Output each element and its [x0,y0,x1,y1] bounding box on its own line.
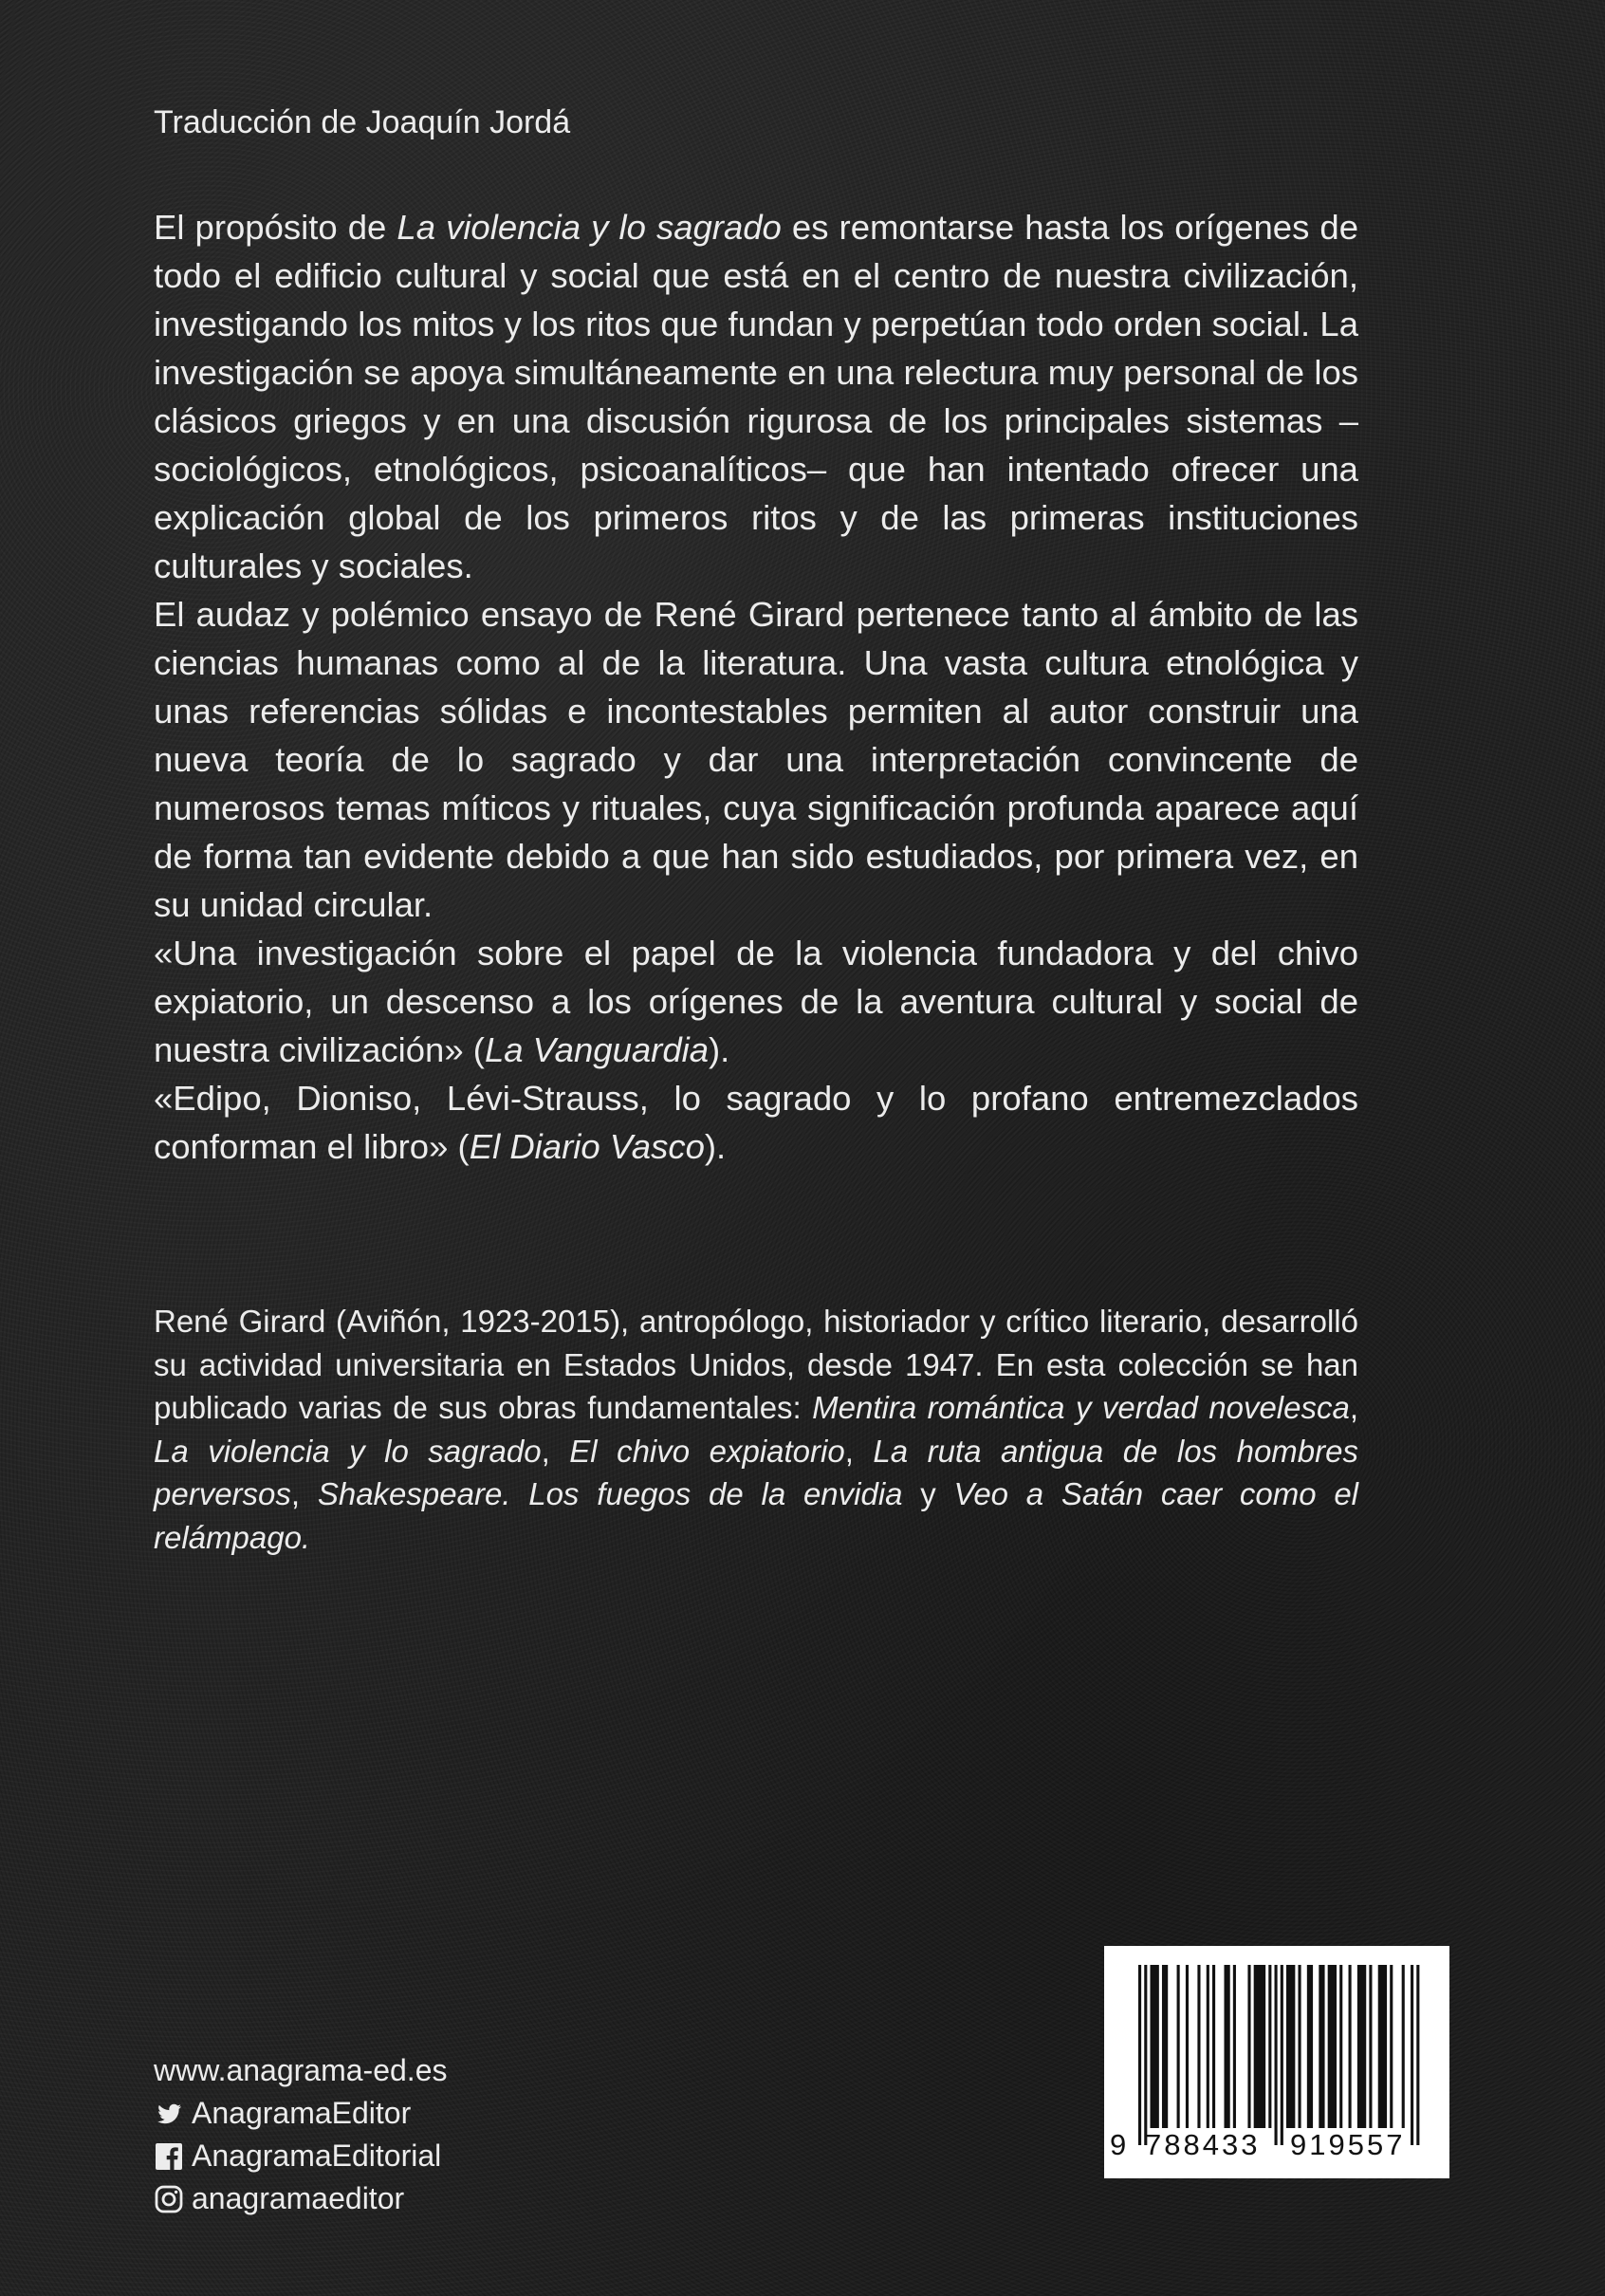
synopsis-segment: La Vanguardia [484,1030,710,1069]
barcode-bar [1233,1965,1236,2128]
barcode-bar [1378,1965,1387,2128]
author-bio [154,1300,1358,1559]
barcode-bar [1150,1965,1158,2128]
barcode-bar [1281,1965,1283,2145]
author-bio-segment: El chivo expiatorio [569,1433,845,1469]
author-bio-segment: La violencia y lo sagrado [154,1433,542,1469]
barcode-bar [1328,1965,1337,2128]
synopsis-segment: «Edipo, Dioniso, Lévi-Strauss, lo sagrado y lo profano entremezclados conforman el libro» ( [154,1079,1358,1166]
author-bio-segment: , [844,1433,874,1469]
facebook-handle[interactable]: AnagramaEditorial [192,2139,442,2173]
author-bio-segment: Veo a Satán caer como el relámpago. [154,1476,1358,1555]
barcode-bar [1402,1965,1405,2128]
synopsis-segment: ). [709,1030,730,1069]
author-bio-segment: Shakespeare. Los fuegos de la envidia [317,1476,903,1511]
website-row[interactable] [154,2049,447,2092]
barcode-bar [1177,1965,1180,2128]
barcode-bar [1207,1965,1209,2128]
barcode-bar [1319,1965,1324,2128]
barcode-bar [1390,1965,1393,2128]
author-bio-segment: , [1349,1390,1359,1425]
barcode-bar [1349,1965,1352,2128]
synopsis-paragraph [154,929,1358,1074]
barcode-digits [1104,2128,1449,2166]
author-bio-segment: René Girard (Aviñón, 1923-2015), antropólogo, historiador y crítico literario, desarrolló su actividad universitaria en Estados Unidos, desde 1947. En esta colección se han publicado varias de sus obras fundamentales: [154,1304,1358,1425]
barcode-bar [1212,1965,1215,2128]
barcode-bar [1357,1965,1366,2128]
twitter-row[interactable] [154,2092,447,2135]
barcode-bar [1247,1965,1250,2128]
barcode-bar [1275,1965,1278,2145]
synopsis-segment: La violencia y lo sagrado [397,208,782,247]
synopsis-paragraph [154,203,1358,590]
barcode-bar [1254,1965,1265,2128]
synopsis-paragraph [154,1074,1358,1171]
barcode-bar [1138,1965,1141,2145]
synopsis-segment: El audaz y polémico ensayo de René Girard pertenece tanto al ámbito de las ciencias humanas como al de la literatura. Una vasta cultura etnológica y unas referencias sólidas e incontestables permiten al autor construir una nueva teoría de lo sagrado y dar una interpretación convincente de numerosos temas míticos y rituales, cuya significación profunda aparece aquí de forma tan evidente debido a que han sido estudiados, por primera vez, en su unidad circular. [154,595,1358,924]
barcode-bar [1224,1965,1229,2128]
twitter-icon [154,2099,184,2129]
facebook-row[interactable] [154,2135,447,2177]
barcode-digits-right: 919557 [1290,2128,1406,2161]
synopsis-segment: es remontarse hasta los orígenes de todo el edificio cultural y social que está en el centro de nuestra civilización, investigando los mitos y los ritos que fundan y perpetúan todo orden social. La investigación se apoya simultáneamente en una relectura muy personal de los clásicos griegos y en una discusión rigurosa de los principales sistemas –sociológicos, etnológicos, psicoanalíticos– que han intentado ofrecer una explicación global de los primeros ritos y de las primeras instituciones culturales y sociales. [154,208,1358,585]
author-bio-segment: , [290,1476,318,1511]
barcode-bar [1298,1965,1301,2128]
instagram-row[interactable] [154,2177,447,2220]
isbn-barcode [1104,1946,1449,2178]
facebook-icon [154,2141,184,2172]
barcode-bar [1307,1965,1313,2128]
barcode-bar [1186,1965,1189,2128]
barcode-bar [1162,1965,1168,2128]
instagram-icon [154,2184,184,2214]
translation-credit: Traducción de Joaquín Jordá [154,104,571,140]
synopsis-text [154,203,1358,1171]
barcode-bar [1268,1965,1271,2128]
twitter-handle[interactable]: AnagramaEditor [192,2096,412,2130]
barcode-bar [1411,1965,1413,2145]
barcode-bar [1339,1965,1342,2128]
author-bio-segment: , [541,1433,570,1469]
barcode-digits-left: 788433 [1145,2128,1261,2161]
synopsis-paragraph [154,590,1358,929]
author-bio-segment: Mentira romántica y verdad novelesca [812,1390,1350,1425]
barcode-digit-first: 9 [1110,2128,1127,2161]
synopsis-segment: El Diario Vasco [469,1127,705,1166]
author-bio-segment: La ruta antigua de los hombres perversos [154,1433,1358,1511]
author-bio-segment: y [902,1476,954,1511]
barcode-bar [1369,1965,1372,2128]
barcode-bar [1416,1965,1419,2145]
barcode-bar [1286,1965,1295,2128]
instagram-handle[interactable]: anagramaeditor [192,2181,405,2215]
synopsis-segment: ). [704,1127,727,1166]
author-bio-paragraph [154,1300,1358,1559]
barcode-bar [1197,1965,1200,2128]
publisher-contacts [154,2049,447,2220]
synopsis-segment: El propósito de [154,208,397,247]
barcode-bar [1144,1965,1147,2145]
website-link[interactable]: www.anagrama-ed.es [154,2053,448,2087]
synopsis-segment: «Una investigación sobre el papel de la violencia fundadora y del chivo expiatorio, un descenso a los orígenes de la aventura cultural y social de nuestra civilización» ( [154,934,1358,1069]
